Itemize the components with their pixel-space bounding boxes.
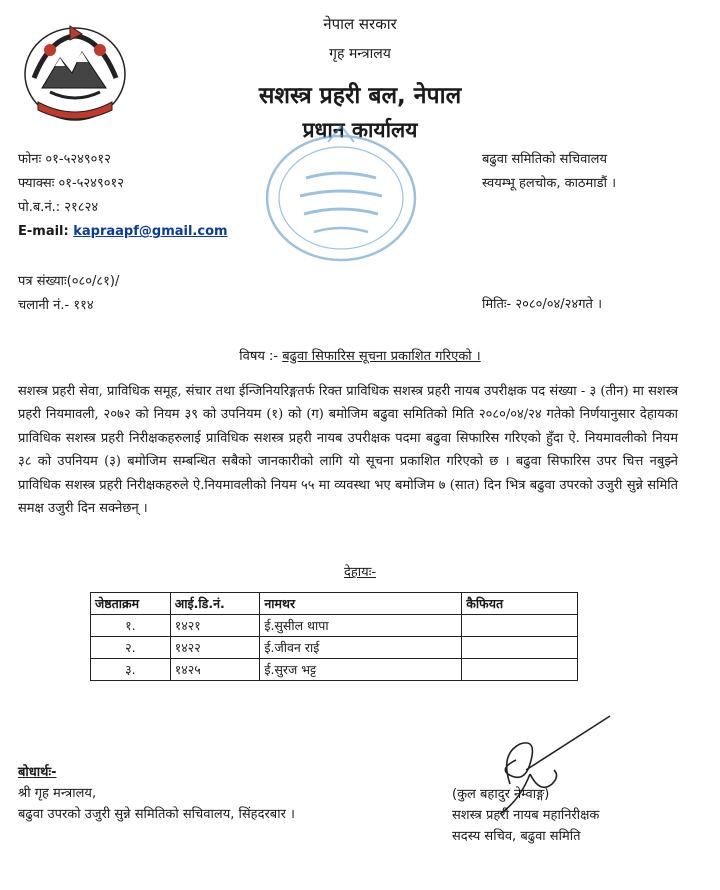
table-row	[91, 637, 578, 659]
header-govt: नेपाल सरकार	[323, 15, 397, 33]
email-link[interactable]: kapraapf@gmail.com	[73, 224, 228, 239]
subject-line	[0, 346, 720, 364]
subject-text: बढुवा सिफारिस सूचना प्रकाशित गरिएको ।	[282, 349, 481, 364]
signer-title: सशस्त्र प्रहरी नायब महानिरीक्षक	[452, 808, 600, 823]
office-line1: बढुवा समितिको सचिवालय	[482, 152, 608, 167]
office-line2: स्वयम्भू हलचोक, काठमाडौं ।	[482, 176, 617, 191]
cell-id: १४२१	[170, 615, 260, 637]
cell-remarks	[462, 637, 578, 659]
cell-id: १४२२	[170, 637, 260, 659]
office-seal-icon	[248, 112, 434, 272]
col-id: आई.डि.नं.	[170, 593, 260, 615]
cell-seniority: ३.	[91, 659, 171, 681]
signer-role: सदस्य सचिव, बढुवा समिति	[452, 829, 581, 844]
col-name: नामथर	[260, 593, 462, 615]
cell-seniority: १.	[91, 615, 171, 637]
reference-block	[18, 270, 119, 318]
copy-to-line2: बढुवा उपरको उजुरी सुन्ने समितिको सचिवालय, सिंहदरबार ।	[18, 807, 295, 822]
header-ministry: गृह मन्त्रालय	[329, 46, 391, 62]
cell-name: ई.जीवन राई	[260, 637, 462, 659]
cell-remarks	[462, 615, 578, 637]
copy-to-block	[18, 762, 295, 825]
letter-date: मितिः- २०८०/०४/२४गते ।	[482, 297, 602, 312]
patra-sankhya: पत्र संख्याः(०८०/८१)/	[18, 274, 120, 289]
header-force: सशस्त्र प्रहरी बल, नेपाल	[258, 83, 462, 109]
header-office: प्रधान कार्यालय	[302, 118, 418, 142]
signer-block	[452, 784, 599, 847]
promotion-table	[90, 592, 578, 681]
cell-name: ई.सुरज भट्ट	[260, 659, 462, 681]
copy-to-title: बोधार्थः-	[18, 765, 57, 780]
table-row	[91, 615, 578, 637]
contact-block	[18, 148, 228, 244]
cell-id: १४२५	[170, 659, 260, 681]
fax-text: फ्याक्सः ०१-५२४९०१२	[18, 176, 124, 191]
office-block	[482, 148, 616, 196]
subject-label: विषय :-	[239, 349, 279, 364]
pobox-text: पो.ब.नं.: २१८२४	[18, 200, 99, 215]
email-row	[18, 220, 228, 244]
chalani-number: चलानी नं.- ११४	[18, 298, 94, 313]
notice-body: सशस्त्र प्रहरी सेवा, प्राविधिक समूह, संचार तथा ईन्जिनियरिङ्गतर्फ रिक्त प्राविधिक सशस्त्र प्रहरी नायब उपरीक्षक पद संख्या - ३ (तीन) मा सशस्त्र प्रहरी नियमावली, २०७२ को नियम ३९ को उपनियम (१) को (ग) बमोजिम बढुवा समितिको मिति २०८०/०४/२४ गतेको निर्णयानुसार देहायका प्राविधिक सशस्त्र प्रहरी निरीक्षकहरुलाई प्राविधिक सशस्त्र प्रहरी नायब उपरीक्षक पदमा बढुवा सिफारिस गरिएको हुँदा ऐ. नियमावलीको नियम ३८ को उपनियम (३) बमोजिम सम्बन्धित सबैको जानकारीको लागि यो सूचना प्रकाशित गरिएको छ । बढुवा सिफारिस उपर चित्त नबुझ्ने प्राविधिक सशस्त्र प्रहरी निरीक्षकहरुले ऐ.नियमावलीको नियम ५५ मा व्यवस्था भए बमोजिम ७ (सात) दिन भित्र बढुवा उपरको उजुरी सुन्ने समिति समक्ष उजुरी दिन सक्नेछन् ।	[18, 384, 678, 517]
email-label: E-mail:	[18, 224, 69, 239]
phone-text: फोनः ०१-५२४९०१२	[18, 152, 111, 167]
cell-seniority: २.	[91, 637, 171, 659]
signer-name: (कुल बहादुर नेम्वाङ्ग)	[452, 787, 550, 802]
detail-heading: देहायः-	[343, 565, 377, 580]
cell-remarks	[462, 659, 578, 681]
copy-to-line1: श्री गृह मन्त्रालय,	[18, 786, 97, 801]
table-header-row	[91, 593, 578, 615]
table-row	[91, 659, 578, 681]
cell-name: ई.सुसील थापा	[260, 615, 462, 637]
col-remarks: कैफियत	[462, 593, 578, 615]
col-seniority: जेष्ठताक्रम	[91, 593, 171, 615]
